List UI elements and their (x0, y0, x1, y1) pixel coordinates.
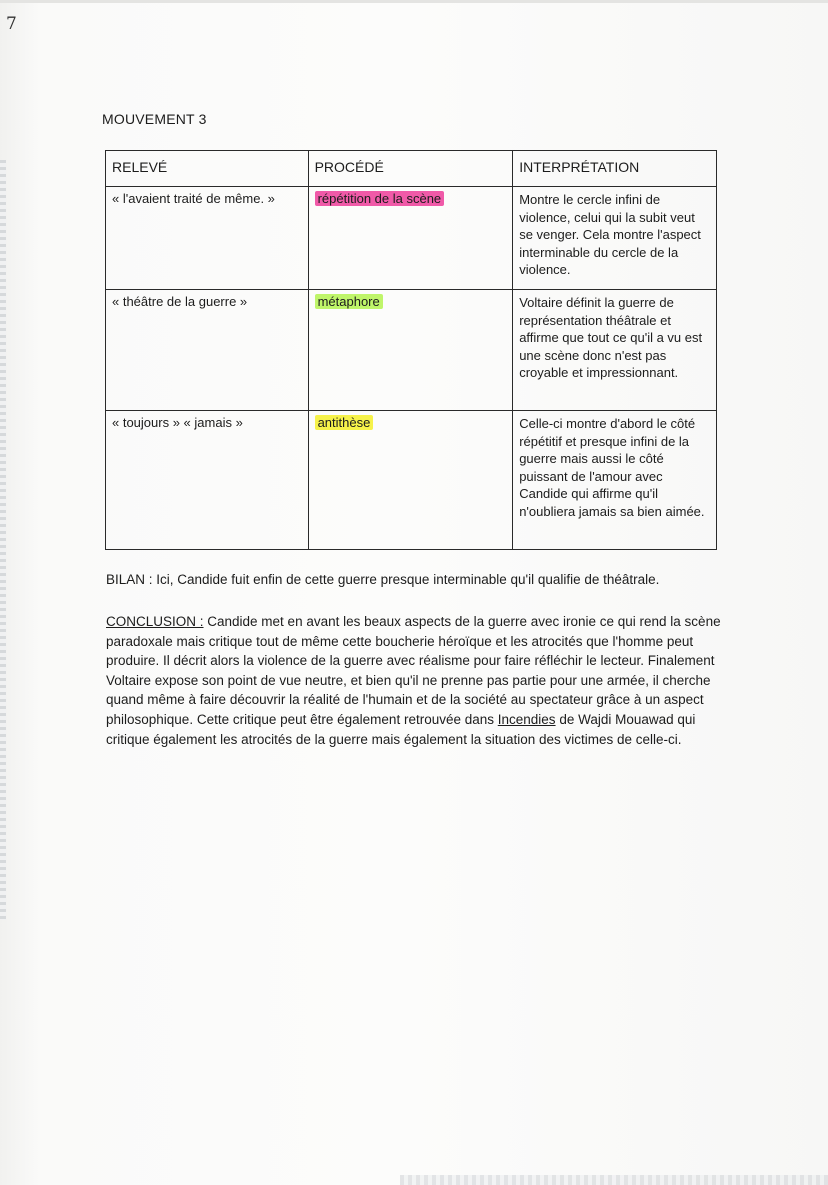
releve-text: « théâtre de la guerre » (112, 294, 248, 309)
conclusion-text-after: de Wajdi Mouawad qui critique également les atrocités de la guerre mais également la situation des victimes de celle-ci. (106, 711, 696, 747)
interpretation-cell: Voltaire définit la guerre de représentation théâtrale et affirme que tout ce qu'il a vu est une scène donc n'est pas croyable et impressionnant. (513, 290, 717, 411)
releve-text: « l'avaient traité de même. » (112, 191, 275, 206)
bottom-edge (400, 1175, 828, 1185)
interpretation-cell: Celle-ci montre d'abord le côté répétitif et presque infini de la guerre mais aussi le côté puissant de l'amour avec Candide qui affirme qu'il n'oubliera jamais sa bien aimée. (513, 411, 717, 550)
procede-cell (308, 187, 513, 290)
interpretation-cell: Montre le cercle infini de violence, celui qui la subit veut se venger. Cela montre l'aspect interminable du cercle de la violence. (513, 187, 717, 290)
table-row (106, 187, 717, 290)
table-header-row (106, 151, 717, 187)
releve-cell (106, 187, 309, 290)
conclusion-text-before: Candide met en avant les beaux aspects de la guerre avec ironie ce qui rend la scène paradoxale mais critique tout de même cette boucherie héroïque et les atrocités que l'homme peut produire. Il décrit alors la violence de la guerre avec réalisme pour faire réfléchir le lecteur. Finalement Voltaire expose son point de vue neutre, et bien qu'il ne prenne pas partie pour une armée, il cherche quand même à faire découvrir la réalité de l'humain et de la société au spectateur grâce à un aspect philosophique. Cette critique peut être également retrouvée dans (106, 614, 721, 727)
procede-highlight: métaphore (315, 294, 383, 309)
header-interpretation: INTERPRÉTATION (513, 151, 717, 187)
procede-highlight: antithèse (315, 415, 374, 430)
table-row (106, 411, 717, 550)
section-title: MOUVEMENT 3 (102, 111, 207, 127)
procede-cell (308, 290, 513, 411)
work-title: Incendies (497, 711, 556, 727)
procede-highlight: répétition de la scène (315, 191, 445, 206)
header-procede: PROCÉDÉ (308, 151, 513, 187)
releve-text: « toujours » « jamais » (112, 415, 243, 430)
conclusion-label: CONCLUSION : (106, 614, 204, 629)
table-row (106, 290, 717, 411)
header-releve: RELEVÉ (106, 151, 309, 187)
page-number: 7 (6, 14, 17, 34)
conclusion-paragraph (106, 612, 722, 749)
top-edge (0, 0, 828, 3)
binder-edge (0, 160, 6, 920)
releve-cell (106, 290, 309, 411)
releve-cell (106, 411, 309, 550)
bilan-paragraph: BILAN : Ici, Candide fuit enfin de cette guerre presque interminable qu'il qualifie de théâtrale. (106, 572, 660, 587)
procede-cell (308, 411, 513, 550)
analysis-table (105, 150, 717, 550)
